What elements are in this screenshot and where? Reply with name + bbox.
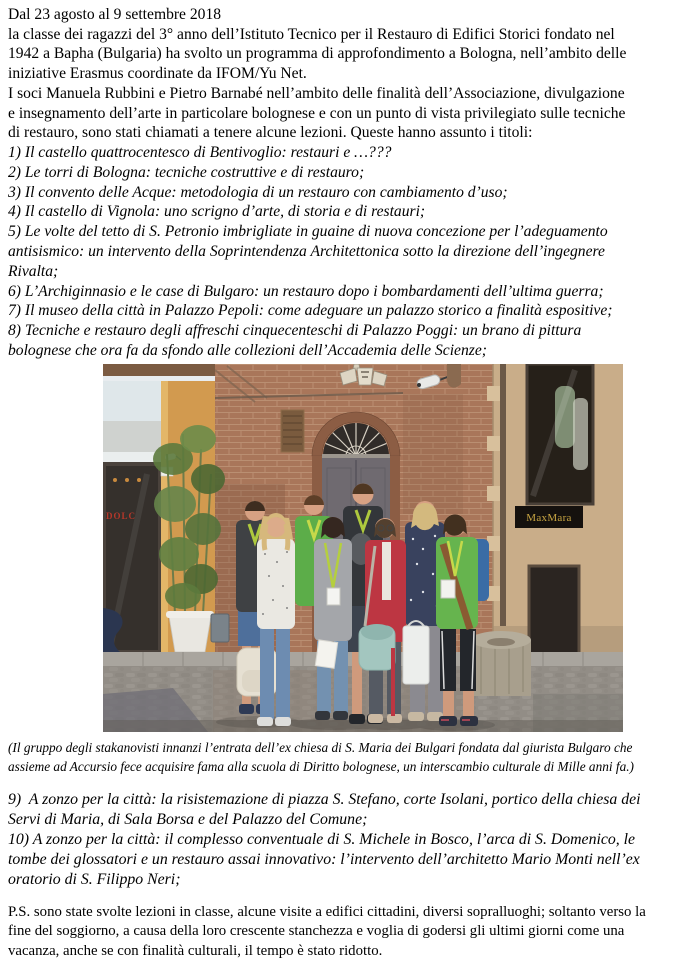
drainpipe [500, 364, 506, 626]
lecture-titles-list [8, 143, 692, 361]
text-line: iniziative Erasmus coordinate da IFOM/Yu Net. [8, 65, 307, 83]
text-line: di restauro, sono stati chiamati a tenere alcune lezioni. Queste hanno assunto i titoli: [8, 124, 533, 142]
text-line: P.S. sono state svolte lezioni in classe, alcune visite a edifici cittadini, diversi sopralluoghi; soltanto verso la [8, 903, 646, 920]
shop-awning [103, 452, 161, 462]
notice-board [529, 566, 579, 664]
list-item-line: 6) L’Archiginnasio e le case di Bulgaro: un restauro dopo i bombardamenti dell’ultima guerra; [8, 282, 604, 300]
list-item-line: 4) Il castello di Vignola: uno scrigno d’arte, di storia e di restauri; [8, 203, 426, 221]
caption-line: assieme ad Accursio fece acquisire fama alla scuola di Diritto bolognese, un interscambio culturale di Mille anni fa.) [8, 758, 634, 774]
name-badge [441, 580, 455, 598]
group-photo [103, 364, 623, 732]
photo-illustration [103, 364, 623, 732]
list-item-line: Rivalta; [8, 262, 59, 280]
door-lintel [322, 454, 390, 458]
maxmara-window [527, 364, 593, 504]
photo-caption [8, 738, 692, 776]
name-badge [327, 588, 340, 605]
list-item-line: 7) Il museo della città in Palazzo Pepoli: come adeguare un palazzo storico a finalità espositive; [8, 302, 613, 320]
maxmara-sign [515, 506, 583, 528]
text-line: la classe dei ragazzi del 3° anno dell’Istituto Tecnico per il Restauro di Edifici Storici fondato nel [8, 25, 615, 43]
list-item-line: 10) A zonzo per la città: il complesso conventuale di S. Michele in Bosco, l’arca di S. Domenico, le [8, 830, 636, 848]
sky-patch [103, 381, 161, 421]
list-item-line: 1) Il castello quattrocentesco di Bentivoglio: restauri e …??? [8, 143, 392, 161]
caption-line: (Il gruppo degli stakanovisti innanzi l’entrata dell’ex chiesa di S. Maria dei Bulgari fondata dal giurista Bulgaro che [8, 739, 633, 755]
text-line: fine del soggiorno, a causa della loro crescente stanchezza e voglia di godersi gli ultimi giorni come una [8, 923, 625, 940]
paper-sheet [315, 640, 337, 668]
intro-paragraph [8, 5, 692, 143]
maxmara-sign-text: MaxMara [526, 511, 572, 524]
text-line: vacanza, anche se con finalità culturali, il tempo è stato ridotto. [8, 942, 383, 959]
white-plastic-bag [403, 621, 429, 684]
stone-bollard [471, 631, 531, 696]
text-line: Dal 23 agosto al 9 settembre 2018 [8, 6, 222, 23]
text-line: I soci Manuela Rubbini e Pietro Barnabé nell’ambito delle finalità dell’Associazione, divulgazione [8, 84, 625, 102]
list-item-line: 8) Tecniche e restauro degli affreschi cinquecenteschi di Palazzo Poggi: un brano di pittura [8, 322, 582, 340]
shop-window-text: DOLC [106, 510, 137, 521]
list-item-line: bolognese che ora fa da sfondo alle collezioni dell’Accademia delle Scienze; [8, 341, 487, 359]
text-line: e insegnamento dell’arte in particolare bolognese e con un punto di vista privilegiato sulle tecniche [8, 104, 626, 122]
utility-box [211, 614, 229, 642]
postscript-paragraph [8, 903, 692, 961]
list-item-line: 9) A zonzo per la città: la risistemazione di piazza S. Stefano, corte Isolani, portico della chiesa dei [8, 790, 641, 808]
city-tour-list [8, 790, 692, 890]
wall-panel [281, 410, 304, 452]
list-item-line: tombe dei glossatori e un restauro assai innovativo: l’intervento dell’architetto Mario Monti nell’ex [8, 850, 640, 868]
red-strap [391, 648, 395, 716]
list-item-line: oratorio di S. Filippo Neri; [8, 870, 181, 888]
list-item-line: 5) Le volte del tetto di S. Petronio imbrigliate in guaine di nuova concezione per l’adeguamento [8, 223, 608, 241]
text-line: 1942 a Bapha (Bulgaria) ha svolto un programma di approfondimento a Bologna, nell’ambito delle [8, 45, 627, 63]
list-item-line: 2) Le torri di Bologna: tecniche costruttive e di restauro; [8, 163, 365, 181]
list-item-line: 3) Il convento delle Acque: metodologia di un restauro con cambiamento d’uso; [8, 183, 508, 201]
maxmara-shopfront [487, 364, 623, 664]
list-item-line: Servi di Maria, di Sala Borsa e del Palazzo del Comune; [8, 810, 368, 828]
list-item-line: antisismico: un intervento della Soprintendenza Architettonica sotto la direzione dell’ingegnere [8, 242, 605, 260]
